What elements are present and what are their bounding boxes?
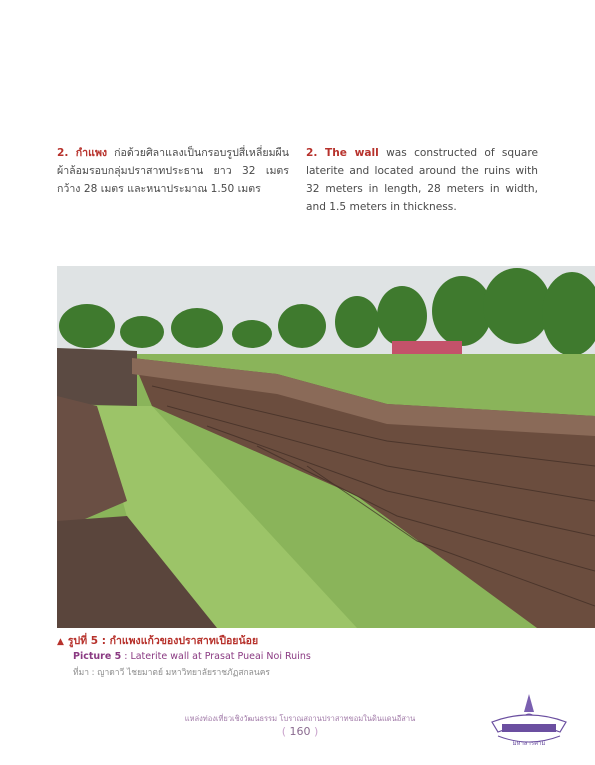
photo-illustration bbox=[57, 266, 595, 628]
caption-thai-text: : กำแพงแก้วของปราสาทเปือยน้อย bbox=[98, 635, 259, 647]
thai-paragraph-body: ก่อด้วยศิลาแลงเป็นกรอบรูปสี่เหลี่ยมผืนผ้าล้อมรอบกลุ่มปราสาทประธาน ยาว 32 เมตร กว้าง 28 เมตร และหนาประมาณ 1.50 เมตร bbox=[57, 147, 290, 195]
caption-english-label: Picture 5 bbox=[73, 651, 122, 662]
english-paragraph-lead: 2. The wall bbox=[306, 147, 379, 159]
page-number-open: ( bbox=[281, 725, 286, 738]
page-number-close: ) bbox=[314, 725, 319, 738]
caption-source: ที่มา : ญาดาวี ไชยมาตย์ มหาวิทยาลัยราชภัฏสกลนคร bbox=[73, 668, 270, 678]
page-number-value: 160 bbox=[289, 725, 311, 738]
footer-book-title: แหล่งท่องเที่ยวเชิงวัฒนธรรม โบราณสถานปราสาทขอมในดินแดนอีสาน bbox=[184, 714, 416, 723]
english-paragraph bbox=[306, 144, 538, 216]
caption-english bbox=[73, 650, 477, 664]
laterite-wall-photo bbox=[57, 266, 595, 628]
thai-paragraph bbox=[57, 144, 289, 198]
photo-caption bbox=[57, 634, 477, 680]
photo-wall-back bbox=[57, 348, 137, 406]
caption-thai bbox=[57, 634, 477, 650]
page-number bbox=[250, 725, 350, 738]
triangle-up-icon: ▲ bbox=[57, 637, 64, 647]
logo-subtext: มหาสารคาม bbox=[512, 740, 546, 747]
caption-english-text: : Laterite wall at Prasat Pueai Noi Ruins bbox=[121, 651, 311, 662]
thai-paragraph-lead: 2. กำแพง bbox=[57, 147, 108, 159]
caption-thai-label: รูปที่ 5 bbox=[67, 635, 99, 647]
english-paragraph-body: was constructed of square laterite and located around the ruins with 32 meters in length, 28 meters in width, and 1.5 meters in thickness. bbox=[306, 147, 538, 213]
